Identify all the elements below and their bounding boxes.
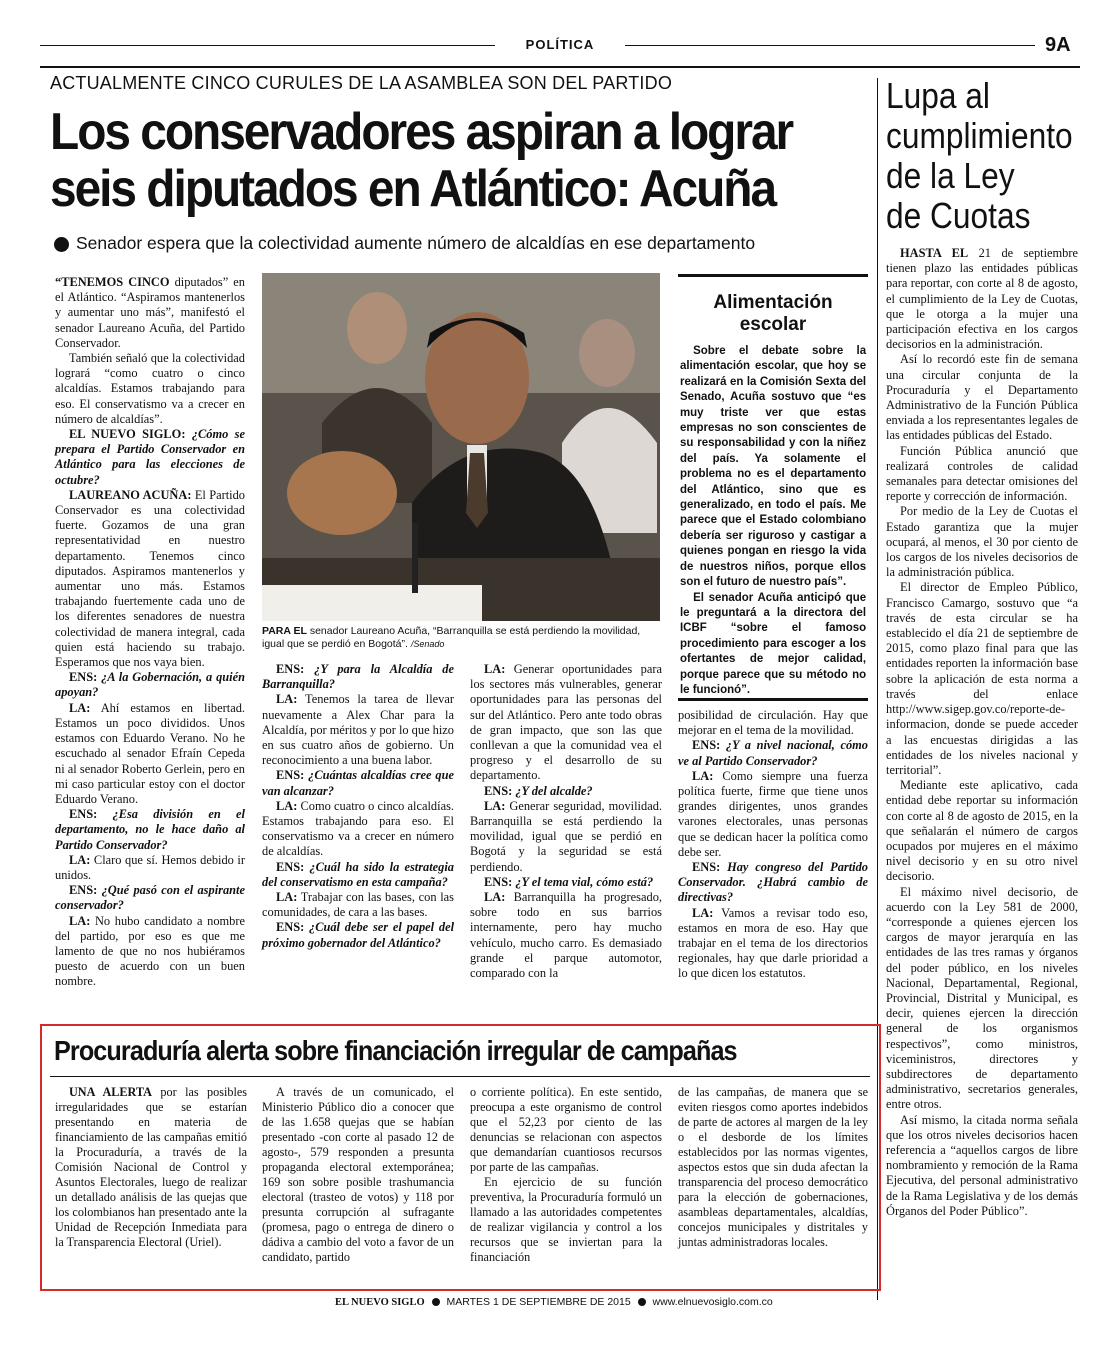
answer: LAUREANO ACUÑA: El Partido Conservador es una colectividad fuerte. Gozamos de una gran representatividad en nuestro departamento. Tenemos cinco diputados. Aspiramos mantenerlos y aumentar uno más. Estamos trabajando fuertemente cada uno de los diferentes senadores de nuestra colectividad de manera integral, cada quien está haciendo su trabajo. Esperamos que nos vaya bien. [55, 487, 245, 670]
paragraph: o corriente política). En este sentido, preocupa a este organismo de control que el 52,23 por ciento de las denuncias se relacionan con aspectos que demandarían cuantiosos recursos por parte de las campañas. [470, 1085, 662, 1174]
header-bottom-rule [40, 66, 1080, 68]
photo-caption: PARA EL senador Laureano Acuña, “Barranquilla se está perdiendo la movilidad, igual que se perdió en Bogotá”. /Senado [262, 625, 641, 650]
answer: LA: Como siempre una fuerza política fuerte, firme que tiene unos grandes dirigentes, unos grandes varones electorales, unas personas que se dedican hacer la política como debe ser. [678, 768, 868, 859]
bullet-icon [54, 237, 69, 252]
answer: LA: Generar oportunidades para los sectores más vulnerables, generar oportunidades para las personas del sur del Atlántico. Pero ante todo obras de gran impacto, que son las que conllevan a que la comunidad vea el progreso y el desarrollo de su departamento. [470, 662, 662, 783]
section-label: POLÍTICA [525, 37, 595, 52]
footer-date: MARTES 1 DE SEPTIEMBRE DE 2015 [446, 1296, 631, 1308]
box-title: Alimentación escolar [713, 292, 833, 335]
answer: LA: Tenemos la tarea de llevar nuevamente a Alex Char para la Alcaldía, por méritos y por lo que hizo en sus cuatro años de gobierno. Un reconocimiento a una buena labor. [262, 692, 455, 768]
paragraph: Mediante este aplicativo, cada entidad debe reportar su información con corte al 8 de agosto de 2015, en la que señalarán el número de cargos ocupados por mujeres en el máximo nivel decisorio y en su otro nivel decisorio. [886, 778, 1078, 884]
kicker: ACTUALMENTE CINCO CURULES DE LA ASAMBLEA SON DEL PARTIDO [50, 73, 673, 93]
question: ENS: ¿Qué pasó con el aspirante conservador? [55, 883, 245, 913]
footer-brand: EL NUEVO SIGLO [335, 1297, 425, 1308]
box-body [680, 343, 866, 697]
paragraph: HASTA EL 21 de septiembre tienen plazo las entidades públicas para reportar, con corte al 8 de agosto, el cumplimiento de la Ley de Cuotas, que le otorga a la mujer una participación efectiva en los cargos decisorios en la administración. [886, 246, 1078, 352]
procuraduria-column-4 [678, 1085, 868, 1250]
question: ENS: ¿Cuál ha sido la estrategia del conservatismo en esta campaña? [262, 859, 454, 889]
question: EL NUEVO SIGLO: ¿Cómo se prepara el Partido Conservador en Atlántico para las elecciones de octubre? [55, 427, 245, 487]
footer [335, 1296, 795, 1308]
question: ENS: ¿Cuál debe ser el papel del próximo gobernador del Atlántico? [262, 920, 455, 950]
answer: LA: Generar seguridad, movilidad. Barranquilla se está perdiendo la movilidad, igual que se perdió en Bogotá y la seguridad se está perdiendo. [470, 798, 662, 874]
article-column-1 [55, 275, 245, 990]
headline [50, 104, 795, 218]
footer-dot-icon [638, 1298, 646, 1306]
paragraph: “TENEMOS CINCO diputados” en el Atlántico. “Aspiramos mantenerlos y aumentar uno más”, manifestó el senador Laureano Acuña, del Partido Conservador. [55, 275, 245, 350]
paragraph: También señaló que la colectividad logrará “como cuatro o cinco alcaldías. Estamos trabajando para eso. El conservatismo va a crecer en número de alcaldías”. [55, 351, 245, 426]
paragraph: El máximo nivel decisorio, de acuerdo con la Ley 581 de 2000, “corresponde a quienes ejercen los cargos de mayor jerarquía en las entidades de las tres ramas y órganos del poder público, en los niveles Nacional, Departamental, Regional, Provincial, Distrital y Municipal, es decir, quienes ejercen la dirección general de los organismos respectivos”, como ministros, viceministros, directores y subdirectores de departamento administrativo, secretarios generales, entre otros. [886, 884, 1078, 1112]
article-column-4 [678, 708, 868, 982]
paragraph: Función Pública anunció que realizará controles de calidad semanales para detectar omisiones del reporte y corrección de información. [886, 443, 1078, 504]
page-number: 9A [1045, 34, 1071, 56]
question: ENS: Hay congreso del Partido Conservador. ¿Habrá cambio de directivas? [678, 860, 868, 905]
answer: LA: Trabajar con las bases, con las comunidades, de cara a las bases. [262, 890, 454, 920]
footer-dot-icon [432, 1298, 440, 1306]
procuraduria-column-1 [55, 1085, 247, 1250]
header-rule-left [40, 45, 495, 46]
question: ENS: ¿Esa división en el departamento, no le hace daño al Partido Conservador? [55, 807, 245, 852]
paragraph: A través de un comunicado, el Ministerio Público dio a conocer que de las 1.658 quejas que se habían presentado -con corte al pasado 12 de agosto-, 579 responden a presunta propaganda electoral extemporánea; 169 son sobre posible trashumancia electoral (trasteo de votos) y 118 por presunta corrupción al sufragante (promesa, pago o entrega de dinero o dádiva a cambio del voto a favor de un candidato, partido [262, 1085, 454, 1264]
answer: LA: No hubo candidato a nombre del partido, por eso es que me lamento de que no nos hubiéramos puesto de acuerdo con un buen nombre. [55, 913, 245, 989]
paragraph: Sobre el debate sobre la alimentación escolar, que hoy se realizará en la Comisión Sexta del Senado, Acuña sostuvo que “es muy triste ver que estas empresas no son conscientes de su responsabilidad y con la niñez del país. Ya solamente el problema no es el departamento del Atlántico, sino que es generalizado, en todo el país. Me parece que el Estado colombiano debería ser riguroso y castigar a quienes pongan en riesgo la vida de nuestros niños, porque ellos son el futuro de nuestro país”. [680, 343, 867, 589]
sidebar-title: Lupa al cumplimiento de la Ley de Cuotas [886, 75, 1073, 236]
paragraph: Así lo recordó este fin de semana una circular conjunta de la Procuraduría y el Departamento Administrativo de la Función Pública enviada a los representantes legales de las entidades públicas del Estado. [886, 352, 1078, 443]
question: ENS: ¿Y a nivel nacional, cómo ve al Partido Conservador? [678, 738, 869, 768]
question: ENS: ¿A la Gobernación, a quién apoyan? [55, 670, 246, 700]
footer-url[interactable]: www.elnuevosiglo.com.co [652, 1296, 773, 1308]
paragraph: En ejercicio de su función preventiva, la Procuraduría formuló un llamado a las autoridades competentes de realizar vigilancia y control a los recursos que se inviertan para la financiación [470, 1175, 662, 1264]
headline-line-2: seis diputados en Atlántico: Acuña [50, 160, 776, 218]
paragraph: Así mismo, la citada norma señala que los otros niveles decisorios hacen referencia a “aquellos cargos de libre nombramiento y remoción de la Rama Ejecutiva, del personal administrativo de la Rama Legislativa y de los demás Órganos del Poder Público”. [886, 1112, 1078, 1218]
header-rule-right [625, 45, 1035, 46]
paragraph: de las campañas, de manera que se eviten riesgos como aportes indebidos de parte de actores al margen de la ley o el desborde de los límites establecidos por las normas vigentes, aspectos estos que sin duda afectan la transparencia del proceso democrático para la elección de gobernaciones, asambleas departamentales, alcaldías, concejos municipales y distritales y juntas administradoras locales. [678, 1085, 868, 1249]
procuraduria-rule [50, 1076, 870, 1077]
box-top-rule [678, 274, 868, 277]
answer: LA: Como cuatro o cinco alcaldías. Estamos trabajando para eso. El conservatismo va a crecer en número de alcaldías. [262, 798, 454, 859]
paragraph: UNA ALERTA por las posibles irregularidades que se estarían presentando en materia de financiamiento de las campañas emitió la Procuraduría, a través de la Comisión Nacional de Control y Asuntos Electorales, luego de realizar un detallado análisis de las quejas que los colombianos han presentado ante la Unidad de Recepción Inmediata para la Transparencia Electoral (Uriel). [55, 1085, 247, 1249]
question: ENS: ¿Y del alcalde? [484, 783, 593, 798]
question: ENS: ¿Y para la Alcaldía de Barranquilla? [262, 662, 455, 692]
article-column-3 [470, 662, 662, 981]
article-column-2 [262, 662, 454, 951]
procuraduria-column-3 [470, 1085, 662, 1265]
headline-line-1: Los conservadores aspiran a lograr [50, 103, 793, 161]
question: ENS: ¿Cuántas alcaldías cree que van alcanzar? [262, 768, 455, 798]
procuraduria-column-2 [262, 1085, 454, 1265]
procuraduria-headline: Procuraduría alerta sobre financiación irregular de campañas [54, 1035, 737, 1066]
paragraph: El director de Empleo Público, Francisco Camargo, sostuvo que “a través de esta circular se ha establecido el día 21 de septiembre de 2015, como plazo final para que las entidades reporten la información base sobre la aplicación de esta norma a través del enlace http://www.sigep.gov.co/reporte-de-informacion, donde se puede acceder a las encuestas dirigidas a las entidades de los niveles nacional y territorial”. [886, 580, 1078, 777]
photo-illustration [262, 273, 660, 621]
paragraph: Por medio de la Ley de Cuotas el Estado garantiza que la mujer ocupará, al menos, el 30 por ciento de los cargos de los niveles decisorios de la administración pública. [886, 504, 1078, 580]
answer: LA: Vamos a revisar todo eso, estamos en mora de eso. Hay que trabajar en el tema de los directorios regionales, hay que darle prioridad a lo que dicen los estatutos. [678, 905, 868, 981]
paragraph: El senador Acuña anticipó que le preguntará a la directora del ICBF “sobre el famoso procedimiento para escoger a los ofertantes de mejor calidad, porque parece que su método no le funcionó”. [680, 589, 867, 696]
paragraph: posibilidad de circulación. Hay que mejorar en el tema de la movilidad. [678, 708, 868, 738]
subhead: Senador espera que la colectividad aumente número de alcaldías en ese departamento [76, 233, 756, 253]
answer: LA: Ahí estamos en libertad. Estamos un poco divididos. Unos estamos con Eduardo Verano. No he escuchado al senador Efraín Cepeda ni al senador Roberto Gerlein, pero en mi caso particular estoy con el doctor Eduardo Verano. [55, 700, 245, 806]
question: ENS: ¿Y el tema vial, cómo está? [484, 874, 654, 889]
answer: LA: Barranquilla ha progresado, sobre todo en sus barrios internamente, pero hay mucho vehículo, mucho carro. Es demasiado grande el parque automotor, comparado con la [470, 890, 662, 981]
senator-photo [262, 273, 660, 621]
sidebar-body [886, 246, 1078, 1219]
answer: LA: Claro que sí. Hemos debido ir unidos. [55, 852, 245, 882]
box-bottom-rule [678, 698, 868, 701]
